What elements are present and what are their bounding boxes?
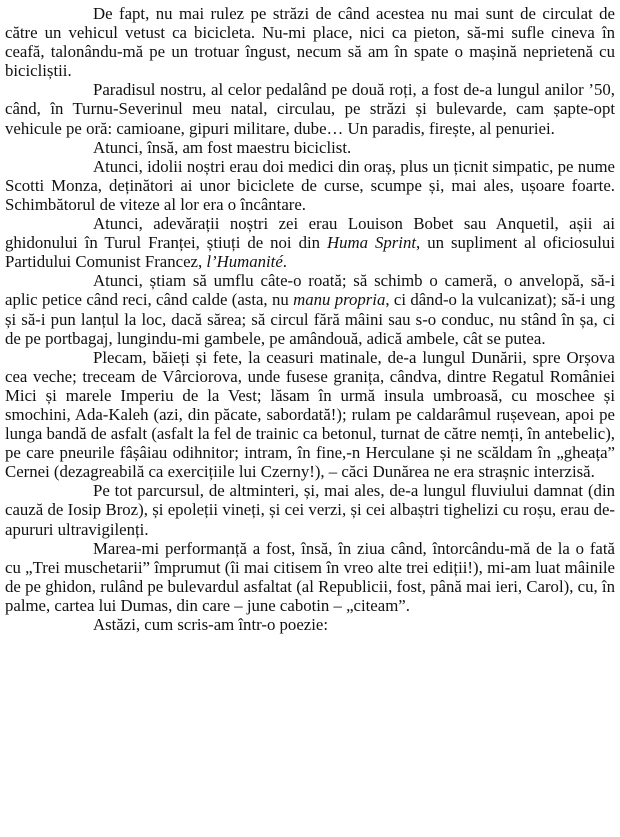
italic-text: Huma Sprint xyxy=(327,233,417,253)
paragraph xyxy=(5,481,615,538)
paragraph-text: De fapt, nu mai rulez pe străzi de când acestea nu mai sunt de circulat de către un vehicul vetust ca bicicleta. Nu-mi place, nici ca pieton, să-mi sufle cineva în ceafă, talonându-mă pe un trotuar îngust, necum să am în spate o mașină neprietenă cu bicicliștii. xyxy=(5,4,615,81)
italic-text: l’Humanité xyxy=(206,252,283,272)
paragraph xyxy=(5,348,615,482)
italic-text: manu propria xyxy=(293,290,386,310)
paragraph xyxy=(5,271,615,347)
document-body xyxy=(5,4,615,634)
paragraph xyxy=(5,214,615,271)
paragraph-text: , un supliment al oficiosului Partidului Comunist Francez, xyxy=(5,233,615,272)
paragraph-text: Atunci, adevărații noștri zei erau Louison Bobet sau Anquetil, așii ai ghidonului în Turul Franței, știuți de noi din xyxy=(5,214,615,253)
paragraph xyxy=(5,80,615,137)
paragraph xyxy=(5,539,615,615)
paragraph-text: Pe tot parcursul, de altminteri, și, mai ales, de-a lungul fluviului damnat (din cauză de Iosip Broz), și epoleții vineți, și cei verzi, și cei albaștri tighelizi cu roșu, erau de-apururi ultravigilenți. xyxy=(5,481,615,539)
paragraph-text: Atunci, știam să umflu câte-o roată; să schimb o cameră, o anvelopă, să-i aplic petice când reci, când calde (asta, nu xyxy=(5,271,615,310)
paragraph xyxy=(5,615,615,634)
paragraph-text: Plecam, băieți și fete, la ceasuri matinale, de-a lungul Dunării, spre Orșova cea veche; treceam de Vârciorova, unde fusese granița, cândva, dintre Regatul României Mici și marele Imperiu de la Vest; lăsam în urmă insula umbroasă, cu moschee și smochini, Ada-Kaleh (azi, din păcate, sabordată!); rulam pe caldarâmul rușevean, apoi pe lunga bandă de asfalt (asfalt la fel de trainic ca betonul, turnat de către nemți, în antebelic), pe care pneurile fâșâiau odihnitor; intram, în fine,-n Herculane și ne scăldam în „gheața” Cernei (dezagreabilă ca exercițiile lui Czerny!), – căci Dunărea ne era strașnic interzisă. xyxy=(5,347,615,482)
paragraph xyxy=(5,157,615,214)
paragraph xyxy=(5,4,615,80)
paragraph-text: Atunci, însă, am fost maestru biciclist. xyxy=(93,137,352,157)
paragraph-text: Paradisul nostru, al celor pedalând pe două roți, a fost de-a lungul anilor ’50, când, în Turnu-Severinul meu natal, circulau, pe străzi și bulevarde, cam șapte-opt vehicule pe oră: camioane, gipuri militare, dube… Un paradis, firește, al penuriei. xyxy=(5,80,615,138)
paragraph-text: Atunci, idolii noștri erau doi medici din oraș, plus un țicnit simpatic, pe nume Scotti Monza, deținători ai unor biciclete de curse, scumpe și, mai ales, ușoare foarte. Schimbătorul de viteze al lor era o încântare. xyxy=(5,156,615,214)
paragraph-text: Marea-mi performanță a fost, însă, în ziua când, întorcându-mă de la o fată cu „Trei muschetarii” împrumut (îi mai citisem în vreo alte trei ediții!), mi-am luat mâinile de pe ghidon, rulând pe bulevardul asfaltat (al Republicii, fost, până mai ieri, Carol), cu, în palme, cartea lui Dumas, din care – june cabotin – „citeam”. xyxy=(5,538,615,615)
paragraph-text: , ci dând-o la vulcanizat); să-i ung și să-i pun lanțul la loc, dacă sărea; să circul fără mâini sau s-o conduc, nu stând în șa, ci de pe portbagaj, lungindu-mi gambele, pe amândouă, adică ambele, cât se putea. xyxy=(5,290,615,348)
paragraph xyxy=(5,138,615,157)
paragraph-text: . xyxy=(282,252,287,272)
paragraph-text: Astăzi, cum scris-am într-o poezie: xyxy=(93,615,328,634)
